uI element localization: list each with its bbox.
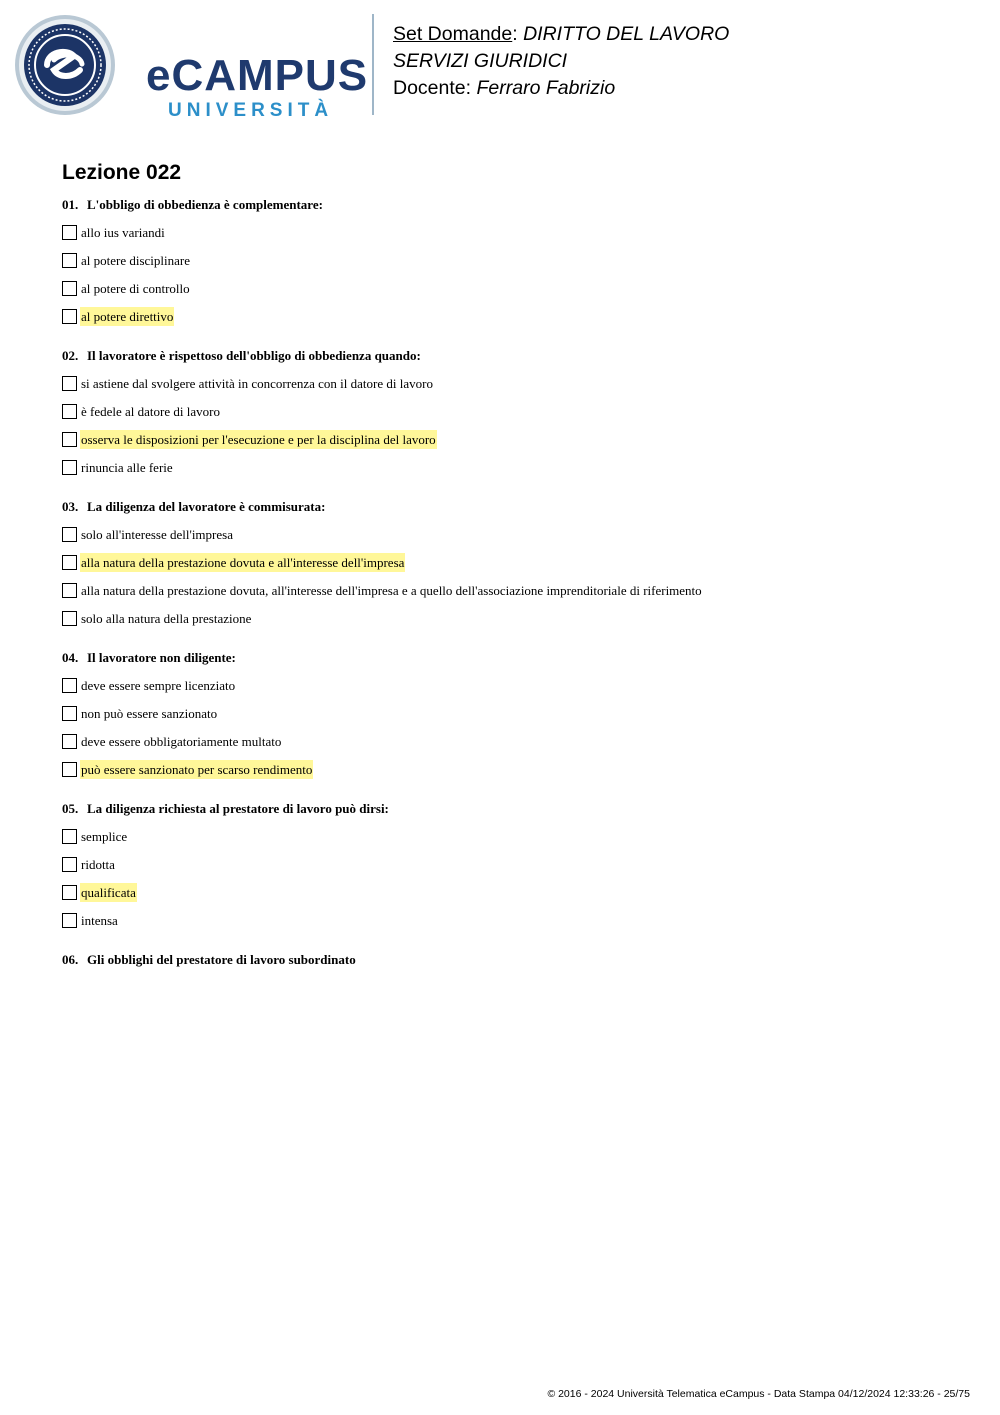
answer-option[interactable] bbox=[62, 727, 962, 755]
answer-checkbox[interactable] bbox=[62, 734, 77, 749]
ecampus-logo bbox=[14, 14, 369, 121]
answer-text: al potere disciplinare bbox=[81, 252, 191, 268]
answer-checkbox[interactable] bbox=[62, 432, 77, 447]
question-label: Gli obblighi del prestatore di lavoro subordinato bbox=[87, 952, 356, 967]
answer-option[interactable] bbox=[62, 397, 962, 425]
answer-checkbox[interactable] bbox=[62, 762, 77, 777]
question-1 bbox=[62, 196, 962, 330]
answer-checkbox[interactable] bbox=[62, 706, 77, 721]
question-number: 04. bbox=[62, 650, 79, 665]
answer-text: rinuncia alle ferie bbox=[81, 459, 173, 475]
answer-option[interactable] bbox=[62, 850, 962, 878]
correct-answer-text: alla natura della prestazione dovuta e all'interesse dell'impresa bbox=[81, 554, 405, 570]
answer-checkbox[interactable] bbox=[62, 829, 77, 844]
answer-checkbox[interactable] bbox=[62, 555, 77, 570]
answer-option[interactable] bbox=[62, 218, 962, 246]
question-label: L'obbligo di obbedienza è complementare: bbox=[87, 197, 323, 212]
answer-option[interactable] bbox=[62, 548, 962, 576]
docente-label: Docente bbox=[393, 77, 466, 99]
answer-checkbox[interactable] bbox=[62, 460, 77, 475]
answer-option[interactable] bbox=[62, 369, 962, 397]
set-value-line2: SERVIZI GIURIDICI bbox=[393, 50, 568, 72]
set-value: DIRITTO DEL LAVORO bbox=[523, 23, 730, 45]
question-label: Il lavoratore è rispettoso dell'obbligo di obbedienza quando: bbox=[87, 348, 421, 363]
question-text bbox=[62, 196, 962, 214]
answer-checkbox[interactable] bbox=[62, 309, 77, 324]
answer-checkbox[interactable] bbox=[62, 913, 77, 928]
question-text bbox=[62, 498, 962, 516]
question-4 bbox=[62, 649, 962, 783]
answer-option[interactable] bbox=[62, 453, 962, 481]
question-number: 05. bbox=[62, 801, 79, 816]
question-label: La diligenza del lavoratore è commisurata: bbox=[87, 499, 326, 514]
question-number: 03. bbox=[62, 499, 79, 514]
answer-checkbox[interactable] bbox=[62, 527, 77, 542]
correct-answer-text: qualificata bbox=[81, 884, 136, 900]
brand-name: eCAMPUS bbox=[146, 51, 369, 100]
correct-answer-text: al potere direttivo bbox=[81, 308, 174, 324]
answer-option[interactable] bbox=[62, 520, 962, 548]
question-text bbox=[62, 649, 962, 667]
answer-checkbox[interactable] bbox=[62, 678, 77, 693]
answer-option[interactable] bbox=[62, 822, 962, 850]
question-text bbox=[62, 800, 962, 818]
answer-text: intensa bbox=[81, 912, 118, 928]
answer-text: allo ius variandi bbox=[81, 224, 165, 240]
answer-text: al potere di controllo bbox=[81, 280, 190, 296]
answer-checkbox[interactable] bbox=[62, 583, 77, 598]
question-number: 02. bbox=[62, 348, 79, 363]
ecampus-wordmark bbox=[146, 51, 369, 122]
answer-checkbox[interactable] bbox=[62, 253, 77, 268]
question-2 bbox=[62, 347, 962, 481]
question-5 bbox=[62, 800, 962, 934]
correct-answer-text: osserva le disposizioni per l'esecuzione e per la disciplina del lavoro bbox=[81, 431, 436, 447]
answer-checkbox[interactable] bbox=[62, 857, 77, 872]
answer-text: non può essere sanzionato bbox=[81, 705, 218, 721]
answer-text: si astiene dal svolgere attività in concorrenza con il datore di lavoro bbox=[81, 375, 433, 391]
answer-text: deve essere obbligatoriamente multato bbox=[81, 733, 282, 749]
answer-text: deve essere sempre licenziato bbox=[81, 677, 236, 693]
answer-text: solo alla natura della prestazione bbox=[81, 610, 252, 626]
answer-checkbox[interactable] bbox=[62, 281, 77, 296]
correct-answer-text: può essere sanzionato per scarso rendimento bbox=[81, 761, 313, 777]
answer-option[interactable] bbox=[62, 274, 962, 302]
question-text bbox=[62, 951, 962, 969]
header-divider bbox=[372, 14, 374, 115]
set-line: Set Domande: DIRITTO DEL LAVORO bbox=[393, 23, 730, 45]
docente-value: Ferraro Fabrizio bbox=[476, 77, 616, 99]
brand-subtitle: UNIVERSITÀ bbox=[168, 100, 334, 121]
answer-option[interactable] bbox=[62, 425, 962, 453]
question-label: La diligenza richiesta al prestatore di lavoro può dirsi: bbox=[87, 801, 389, 816]
answer-text: è fedele al datore di lavoro bbox=[81, 403, 220, 419]
answer-option[interactable] bbox=[62, 576, 962, 604]
answer-checkbox[interactable] bbox=[62, 376, 77, 391]
question-number: 06. bbox=[62, 952, 79, 967]
header-info bbox=[393, 21, 729, 102]
answer-option[interactable] bbox=[62, 699, 962, 727]
answer-text: solo all'interesse dell'impresa bbox=[81, 526, 233, 542]
set-label: Set Domande bbox=[393, 23, 513, 45]
question-6 bbox=[62, 951, 962, 969]
answer-text: ridotta bbox=[81, 856, 115, 872]
answer-option[interactable] bbox=[62, 671, 962, 699]
answer-option[interactable] bbox=[62, 878, 962, 906]
answer-checkbox[interactable] bbox=[62, 225, 77, 240]
question-list bbox=[62, 196, 962, 986]
answer-checkbox[interactable] bbox=[62, 885, 77, 900]
answer-option[interactable] bbox=[62, 755, 962, 783]
answer-text: semplice bbox=[81, 828, 128, 844]
answer-checkbox[interactable] bbox=[62, 404, 77, 419]
page-footer: © 2016 - 2024 Università Telematica eCampus - Data Stampa 04/12/2024 12:33:26 - 25/75 bbox=[547, 1388, 970, 1400]
answer-checkbox[interactable] bbox=[62, 611, 77, 626]
lesson-title: Lezione 022 bbox=[62, 161, 182, 184]
question-label: Il lavoratore non diligente: bbox=[87, 650, 236, 665]
answer-option[interactable] bbox=[62, 246, 962, 274]
ecampus-seal-icon bbox=[14, 14, 116, 116]
answer-option[interactable] bbox=[62, 906, 962, 934]
question-number: 01. bbox=[62, 197, 79, 212]
answer-text: alla natura della prestazione dovuta, all'interesse dell'impresa e a quello dell'associazione imprenditoriale di riferimento bbox=[81, 582, 702, 598]
set-line-2 bbox=[393, 48, 729, 75]
question-text bbox=[62, 347, 962, 365]
question-3 bbox=[62, 498, 962, 632]
answer-option[interactable] bbox=[62, 604, 962, 632]
answer-option[interactable] bbox=[62, 302, 962, 330]
docente-line: Docente: Ferraro Fabrizio bbox=[393, 77, 616, 99]
